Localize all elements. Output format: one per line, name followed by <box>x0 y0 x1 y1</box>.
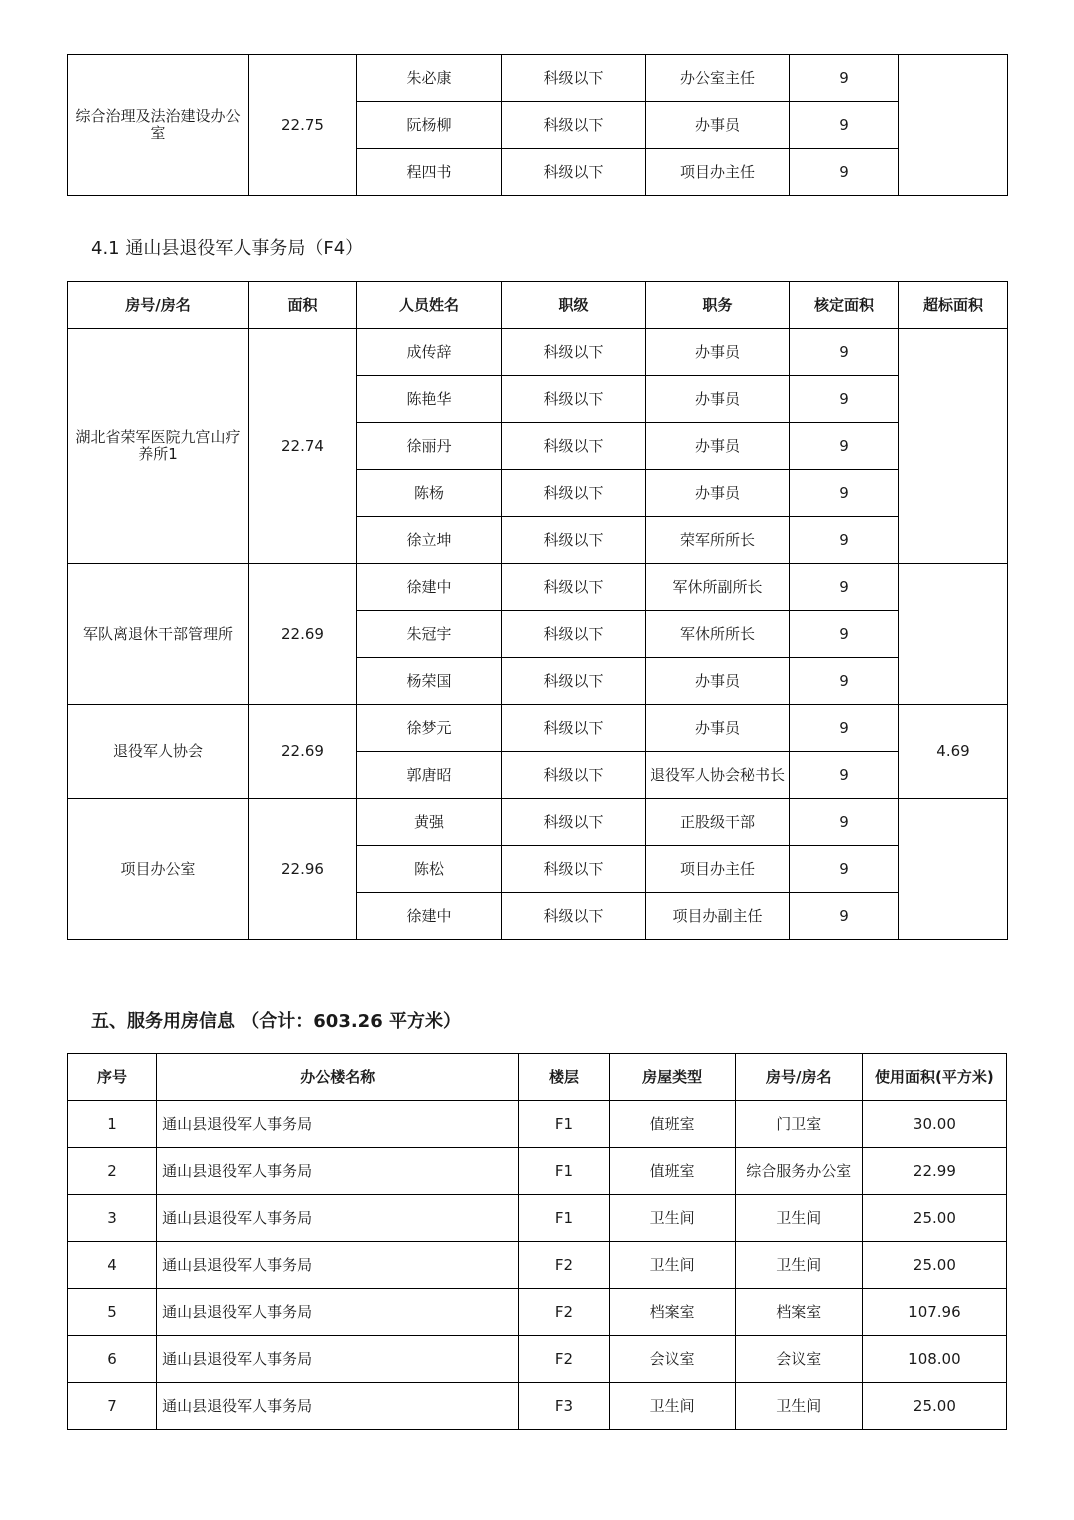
office-table-continued <box>67 54 1008 196</box>
position-cell: 正股级干部 <box>646 799 790 846</box>
area-cell: 22.69 <box>249 564 357 705</box>
approved-area-cell: 9 <box>790 846 899 893</box>
excess-area-cell <box>899 799 1008 940</box>
position-cell: 办事员 <box>646 102 790 149</box>
room-type-cell: 卫生间 <box>609 1195 735 1242</box>
excess-area-cell <box>899 564 1008 705</box>
approved-area-cell: 9 <box>790 376 899 423</box>
index-cell: 1 <box>68 1101 157 1148</box>
usable-area-cell: 108.00 <box>862 1336 1006 1383</box>
col-header-building: 办公楼名称 <box>157 1054 519 1101</box>
rank-cell: 科级以下 <box>502 102 646 149</box>
person-name-cell: 朱冠宇 <box>357 611 502 658</box>
room-type-cell: 卫生间 <box>609 1242 735 1289</box>
header-row <box>68 282 1008 329</box>
table-row <box>68 1289 1007 1336</box>
approved-area-cell: 9 <box>790 149 899 196</box>
approved-area-cell: 9 <box>790 329 899 376</box>
col-header-position: 职务 <box>646 282 790 329</box>
approved-area-cell: 9 <box>790 102 899 149</box>
person-name-cell: 朱必康 <box>357 55 502 102</box>
table-row <box>68 1383 1007 1430</box>
position-cell: 办公室主任 <box>646 55 790 102</box>
approved-area-cell: 9 <box>790 893 899 940</box>
approved-area-cell: 9 <box>790 752 899 799</box>
rank-cell: 科级以下 <box>502 611 646 658</box>
person-name-cell: 陈艳华 <box>357 376 502 423</box>
area-cell: 22.96 <box>249 799 357 940</box>
table-row <box>68 329 1008 376</box>
area-cell: 22.69 <box>249 705 357 799</box>
index-cell: 3 <box>68 1195 157 1242</box>
position-cell: 办事员 <box>646 470 790 517</box>
floor-cell: F1 <box>519 1148 609 1195</box>
person-name-cell: 徐建中 <box>357 893 502 940</box>
person-name-cell: 徐建中 <box>357 564 502 611</box>
index-cell: 2 <box>68 1148 157 1195</box>
position-cell: 荣军所所长 <box>646 517 790 564</box>
header-row <box>68 1054 1007 1101</box>
person-name-cell: 徐丽丹 <box>357 423 502 470</box>
room-name-cell: 卫生间 <box>735 1195 862 1242</box>
approved-area-cell: 9 <box>790 55 899 102</box>
room-name-cell: 卫生间 <box>735 1242 862 1289</box>
approved-area-cell: 9 <box>790 564 899 611</box>
excess-area-cell: 4.69 <box>899 705 1008 799</box>
usable-area-cell: 25.00 <box>862 1195 1006 1242</box>
building-cell: 通山县退役军人事务局 <box>157 1289 519 1336</box>
col-header-room-type: 房屋类型 <box>609 1054 735 1101</box>
person-name-cell: 陈松 <box>357 846 502 893</box>
building-cell: 通山县退役军人事务局 <box>157 1101 519 1148</box>
excess-area-cell <box>899 329 1008 564</box>
person-name-cell: 杨荣国 <box>357 658 502 705</box>
position-cell: 军休所所长 <box>646 611 790 658</box>
building-cell: 通山县退役军人事务局 <box>157 1242 519 1289</box>
index-cell: 5 <box>68 1289 157 1336</box>
floor-cell: F3 <box>519 1383 609 1430</box>
usable-area-cell: 107.96 <box>862 1289 1006 1336</box>
col-header-index: 序号 <box>68 1054 157 1101</box>
room-name-cell: 档案室 <box>735 1289 862 1336</box>
person-name-cell: 陈杨 <box>357 470 502 517</box>
floor-cell: F1 <box>519 1101 609 1148</box>
floor-cell: F2 <box>519 1289 609 1336</box>
room-type-cell: 档案室 <box>609 1289 735 1336</box>
section-5-heading: 五、服务用房信息 （合计：603.26 平方米） <box>91 1011 461 1032</box>
floor-cell: F2 <box>519 1242 609 1289</box>
office-allocation-table <box>67 281 1008 940</box>
rank-cell: 科级以下 <box>502 329 646 376</box>
table-row <box>68 1195 1007 1242</box>
floor-cell: F2 <box>519 1336 609 1383</box>
section-4-1-heading: 4.1 通山县退役军人事务局（F4） <box>91 238 364 259</box>
rank-cell: 科级以下 <box>502 149 646 196</box>
position-cell: 办事员 <box>646 376 790 423</box>
col-header-room: 房号/房名 <box>68 282 249 329</box>
room-name-cell: 退役军人协会 <box>68 705 249 799</box>
position-cell: 办事员 <box>646 423 790 470</box>
col-header-person: 人员姓名 <box>357 282 502 329</box>
usable-area-cell: 30.00 <box>862 1101 1006 1148</box>
rank-cell: 科级以下 <box>502 55 646 102</box>
building-cell: 通山县退役军人事务局 <box>157 1195 519 1242</box>
person-name-cell: 徐立坤 <box>357 517 502 564</box>
position-cell: 项目办副主任 <box>646 893 790 940</box>
index-cell: 4 <box>68 1242 157 1289</box>
position-cell: 军休所副所长 <box>646 564 790 611</box>
approved-area-cell: 9 <box>790 517 899 564</box>
room-name-cell: 综合治理及法治建设办公室 <box>68 55 249 196</box>
index-cell: 6 <box>68 1336 157 1383</box>
col-header-excess-area: 超标面积 <box>899 282 1008 329</box>
area-cell: 22.75 <box>249 55 357 196</box>
floor-cell: F1 <box>519 1195 609 1242</box>
col-header-approved-area: 核定面积 <box>790 282 899 329</box>
position-cell: 退役军人协会秘书长 <box>646 752 790 799</box>
approved-area-cell: 9 <box>790 705 899 752</box>
rank-cell: 科级以下 <box>502 752 646 799</box>
room-type-cell: 会议室 <box>609 1336 735 1383</box>
col-header-usable-area: 使用面积(平方米) <box>862 1054 1006 1101</box>
room-name-cell: 湖北省荣军医院九宫山疗养所1 <box>68 329 249 564</box>
index-cell: 7 <box>68 1383 157 1430</box>
table-row <box>68 1101 1007 1148</box>
rank-cell: 科级以下 <box>502 517 646 564</box>
room-name-cell: 门卫室 <box>735 1101 862 1148</box>
usable-area-cell: 25.00 <box>862 1242 1006 1289</box>
rank-cell: 科级以下 <box>502 705 646 752</box>
person-name-cell: 郭唐昭 <box>357 752 502 799</box>
usable-area-cell: 22.99 <box>862 1148 1006 1195</box>
table-row <box>68 1242 1007 1289</box>
building-cell: 通山县退役军人事务局 <box>157 1383 519 1430</box>
room-type-cell: 卫生间 <box>609 1383 735 1430</box>
service-rooms-table <box>67 1053 1007 1430</box>
rank-cell: 科级以下 <box>502 658 646 705</box>
room-name-cell: 项目办公室 <box>68 799 249 940</box>
position-cell: 办事员 <box>646 329 790 376</box>
approved-area-cell: 9 <box>790 423 899 470</box>
table-row <box>68 564 1008 611</box>
position-cell: 项目办主任 <box>646 149 790 196</box>
col-header-rank: 职级 <box>502 282 646 329</box>
rank-cell: 科级以下 <box>502 564 646 611</box>
rank-cell: 科级以下 <box>502 893 646 940</box>
room-name-cell: 卫生间 <box>735 1383 862 1430</box>
table-row <box>68 1148 1007 1195</box>
table-row <box>68 1336 1007 1383</box>
area-cell: 22.74 <box>249 329 357 564</box>
building-cell: 通山县退役军人事务局 <box>157 1336 519 1383</box>
room-type-cell: 值班室 <box>609 1148 735 1195</box>
rank-cell: 科级以下 <box>502 799 646 846</box>
person-name-cell: 阮杨柳 <box>357 102 502 149</box>
person-name-cell: 成传辞 <box>357 329 502 376</box>
rank-cell: 科级以下 <box>502 423 646 470</box>
room-type-cell: 值班室 <box>609 1101 735 1148</box>
person-name-cell: 黄强 <box>357 799 502 846</box>
table-row <box>68 705 1008 752</box>
room-name-cell: 综合服务办公室 <box>735 1148 862 1195</box>
col-header-area: 面积 <box>249 282 357 329</box>
usable-area-cell: 25.00 <box>862 1383 1006 1430</box>
rank-cell: 科级以下 <box>502 470 646 517</box>
excess-area-cell <box>899 55 1008 196</box>
col-header-floor: 楼层 <box>519 1054 609 1101</box>
room-name-cell: 会议室 <box>735 1336 862 1383</box>
position-cell: 办事员 <box>646 658 790 705</box>
approved-area-cell: 9 <box>790 658 899 705</box>
room-name-cell: 军队离退休干部管理所 <box>68 564 249 705</box>
person-name-cell: 程四书 <box>357 149 502 196</box>
table-row <box>68 799 1008 846</box>
table-row <box>68 55 1008 102</box>
approved-area-cell: 9 <box>790 799 899 846</box>
col-header-room-name: 房号/房名 <box>735 1054 862 1101</box>
position-cell: 办事员 <box>646 705 790 752</box>
rank-cell: 科级以下 <box>502 376 646 423</box>
person-name-cell: 徐梦元 <box>357 705 502 752</box>
approved-area-cell: 9 <box>790 611 899 658</box>
approved-area-cell: 9 <box>790 470 899 517</box>
rank-cell: 科级以下 <box>502 846 646 893</box>
position-cell: 项目办主任 <box>646 846 790 893</box>
building-cell: 通山县退役军人事务局 <box>157 1148 519 1195</box>
